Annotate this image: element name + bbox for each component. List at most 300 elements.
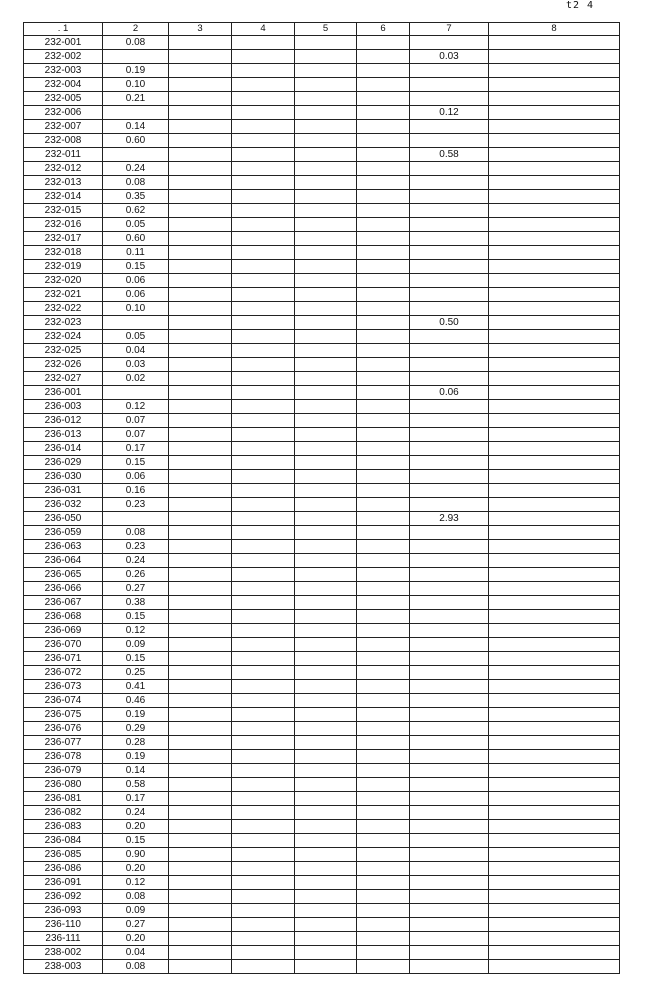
cell-col3: [169, 736, 232, 750]
cell-col6: [357, 372, 410, 386]
cell-col8: [489, 232, 620, 246]
cell-col7: [410, 64, 489, 78]
table-row: [24, 498, 620, 512]
cell-col4: [232, 316, 295, 330]
cell-col7: [410, 960, 489, 974]
cell-col8: [489, 750, 620, 764]
cell-col4: [232, 78, 295, 92]
cell-col7: [410, 848, 489, 862]
cell-col5: [295, 582, 357, 596]
cell-col2: [103, 386, 169, 400]
column-header: 8: [489, 23, 620, 36]
cell-col6: [357, 680, 410, 694]
cell-col2: 0.41: [103, 680, 169, 694]
cell-col5: [295, 526, 357, 540]
cell-col5: [295, 498, 357, 512]
table-row: [24, 120, 620, 134]
cell-col4: [232, 246, 295, 260]
cell-col7: [410, 876, 489, 890]
cell-col3: [169, 400, 232, 414]
cell-col3: [169, 498, 232, 512]
cell-col6: [357, 638, 410, 652]
cell-col2: 0.15: [103, 610, 169, 624]
cell-col6: [357, 344, 410, 358]
cell-col5: [295, 50, 357, 64]
cell-col6: [357, 260, 410, 274]
cell-col5: [295, 666, 357, 680]
cell-col5: [295, 92, 357, 106]
cell-col2: 0.10: [103, 302, 169, 316]
cell-col8: [489, 120, 620, 134]
cell-col3: [169, 554, 232, 568]
cell-col3: [169, 316, 232, 330]
cell-col4: [232, 50, 295, 64]
cell-col3: [169, 834, 232, 848]
cell-col6: [357, 176, 410, 190]
cell-code: 236-031: [24, 484, 103, 498]
cell-col3: [169, 890, 232, 904]
cell-col5: [295, 400, 357, 414]
cell-col6: [357, 64, 410, 78]
cell-col3: [169, 582, 232, 596]
cell-col7: [410, 540, 489, 554]
cell-col3: [169, 862, 232, 876]
cell-col7: [410, 834, 489, 848]
table-row: [24, 484, 620, 498]
cell-code: 236-003: [24, 400, 103, 414]
cell-code: 232-017: [24, 232, 103, 246]
column-header: 5: [295, 23, 357, 36]
cell-col7: [410, 610, 489, 624]
cell-col7: [410, 400, 489, 414]
cell-code: 236-078: [24, 750, 103, 764]
cell-col8: [489, 946, 620, 960]
cell-col8: [489, 134, 620, 148]
table-row: [24, 92, 620, 106]
cell-col5: [295, 316, 357, 330]
cell-col6: [357, 708, 410, 722]
cell-col8: [489, 526, 620, 540]
cell-col2: 0.02: [103, 372, 169, 386]
table-row: [24, 274, 620, 288]
table-row: [24, 316, 620, 330]
cell-col7: [410, 288, 489, 302]
cell-col7: [410, 302, 489, 316]
cell-code: 236-072: [24, 666, 103, 680]
cell-col6: [357, 148, 410, 162]
cell-col8: [489, 50, 620, 64]
cell-col6: [357, 316, 410, 330]
cell-col4: [232, 428, 295, 442]
cell-col6: [357, 232, 410, 246]
cell-col5: [295, 372, 357, 386]
cell-col8: [489, 246, 620, 260]
cell-col3: [169, 806, 232, 820]
cell-col3: [169, 596, 232, 610]
cell-col5: [295, 736, 357, 750]
cell-col8: [489, 442, 620, 456]
cell-col5: [295, 190, 357, 204]
cell-col2: 0.15: [103, 260, 169, 274]
table-row: [24, 232, 620, 246]
cell-col8: [489, 288, 620, 302]
cell-col6: [357, 554, 410, 568]
cell-col7: [410, 232, 489, 246]
cell-code: 236-092: [24, 890, 103, 904]
cell-col7: [410, 470, 489, 484]
cell-col2: 0.09: [103, 904, 169, 918]
cell-col4: [232, 764, 295, 778]
cell-col6: [357, 610, 410, 624]
header-row: [24, 23, 620, 36]
cell-col5: [295, 428, 357, 442]
cell-col6: [357, 876, 410, 890]
cell-col4: [232, 568, 295, 582]
table-row: [24, 344, 620, 358]
cell-col8: [489, 638, 620, 652]
cell-col7: [410, 904, 489, 918]
table-row: [24, 162, 620, 176]
cell-col8: [489, 890, 620, 904]
cell-col5: [295, 638, 357, 652]
cell-col2: 0.15: [103, 456, 169, 470]
cell-col5: [295, 204, 357, 218]
cell-col7: [410, 456, 489, 470]
cell-col7: [410, 946, 489, 960]
cell-col4: [232, 932, 295, 946]
cell-col3: [169, 162, 232, 176]
cell-code: 232-014: [24, 190, 103, 204]
cell-col3: [169, 568, 232, 582]
cell-col4: [232, 722, 295, 736]
cell-col7: [410, 246, 489, 260]
cell-col4: [232, 260, 295, 274]
cell-col3: [169, 358, 232, 372]
cell-code: 236-079: [24, 764, 103, 778]
cell-col4: [232, 372, 295, 386]
cell-col5: [295, 274, 357, 288]
cell-col4: [232, 610, 295, 624]
cell-col5: [295, 932, 357, 946]
cell-col6: [357, 540, 410, 554]
cell-col2: 0.08: [103, 960, 169, 974]
table-row: [24, 960, 620, 974]
cell-col7: 0.58: [410, 148, 489, 162]
cell-col7: [410, 414, 489, 428]
cell-col4: [232, 512, 295, 526]
cell-col6: [357, 624, 410, 638]
table-row: [24, 750, 620, 764]
cell-col3: [169, 512, 232, 526]
cell-col6: [357, 820, 410, 834]
cell-col6: [357, 218, 410, 232]
cell-col5: [295, 78, 357, 92]
cell-col2: 0.23: [103, 498, 169, 512]
cell-code: 232-011: [24, 148, 103, 162]
cell-col5: [295, 596, 357, 610]
cell-col7: [410, 344, 489, 358]
cell-code: 236-110: [24, 918, 103, 932]
cell-col7: [410, 568, 489, 582]
table-row: [24, 330, 620, 344]
cell-code: 236-064: [24, 554, 103, 568]
cell-col6: [357, 750, 410, 764]
cell-col5: [295, 960, 357, 974]
cell-col4: [232, 708, 295, 722]
table-row: [24, 820, 620, 834]
cell-col2: 0.17: [103, 442, 169, 456]
table-row: [24, 554, 620, 568]
cell-code: 236-074: [24, 694, 103, 708]
cell-col7: [410, 582, 489, 596]
cell-col7: [410, 260, 489, 274]
cell-col3: [169, 330, 232, 344]
cell-col2: 0.14: [103, 120, 169, 134]
cell-code: 236-012: [24, 414, 103, 428]
cell-col8: [489, 162, 620, 176]
cell-code: 236-093: [24, 904, 103, 918]
cell-col2: 0.24: [103, 806, 169, 820]
table-row: [24, 652, 620, 666]
cell-col2: 0.27: [103, 582, 169, 596]
cell-col2: 0.14: [103, 764, 169, 778]
table-row: [24, 372, 620, 386]
table-row: [24, 722, 620, 736]
cell-code: 232-023: [24, 316, 103, 330]
cell-col7: [410, 890, 489, 904]
cell-col2: 0.21: [103, 92, 169, 106]
cell-col6: [357, 288, 410, 302]
cell-col3: [169, 470, 232, 484]
cell-col6: [357, 526, 410, 540]
cell-col7: [410, 862, 489, 876]
cell-col7: [410, 428, 489, 442]
table-row: [24, 512, 620, 526]
cell-col4: [232, 484, 295, 498]
cell-col2: 0.19: [103, 64, 169, 78]
cell-col3: [169, 778, 232, 792]
cell-col4: [232, 960, 295, 974]
cell-col6: [357, 428, 410, 442]
cell-col5: [295, 148, 357, 162]
cell-col7: [410, 596, 489, 610]
cell-col2: 0.23: [103, 540, 169, 554]
cell-col7: [410, 778, 489, 792]
cell-col7: [410, 36, 489, 50]
cell-col3: [169, 904, 232, 918]
cell-col8: [489, 806, 620, 820]
cell-col4: [232, 92, 295, 106]
cell-col2: 0.03: [103, 358, 169, 372]
table-body: [24, 36, 620, 974]
cell-col7: [410, 638, 489, 652]
cell-col7: [410, 666, 489, 680]
cell-col6: [357, 456, 410, 470]
table-row: [24, 624, 620, 638]
table-row: [24, 246, 620, 260]
cell-col6: [357, 484, 410, 498]
cell-col2: 0.25: [103, 666, 169, 680]
cell-col6: [357, 50, 410, 64]
cell-col7: [410, 680, 489, 694]
cell-col8: [489, 372, 620, 386]
table-row: [24, 36, 620, 50]
cell-col4: [232, 526, 295, 540]
table-row: [24, 106, 620, 120]
cell-col7: [410, 498, 489, 512]
cell-col5: [295, 162, 357, 176]
cell-col5: [295, 358, 357, 372]
cell-col8: [489, 708, 620, 722]
table-row: [24, 358, 620, 372]
cell-col2: 0.16: [103, 484, 169, 498]
cell-col4: [232, 442, 295, 456]
cell-col5: [295, 246, 357, 260]
cell-col5: [295, 442, 357, 456]
cell-col3: [169, 120, 232, 134]
cell-code: 236-066: [24, 582, 103, 596]
cell-col7: [410, 204, 489, 218]
cell-col2: 0.12: [103, 400, 169, 414]
cell-col6: [357, 890, 410, 904]
cell-col5: [295, 708, 357, 722]
table-row: [24, 778, 620, 792]
cell-col8: [489, 848, 620, 862]
cell-col4: [232, 386, 295, 400]
table-row: [24, 568, 620, 582]
cell-col3: [169, 260, 232, 274]
cell-col6: [357, 582, 410, 596]
cell-col5: [295, 792, 357, 806]
cell-col6: [357, 330, 410, 344]
cell-col7: [410, 750, 489, 764]
cell-code: 238-003: [24, 960, 103, 974]
cell-col8: [489, 498, 620, 512]
cell-col7: 0.03: [410, 50, 489, 64]
table-row: [24, 400, 620, 414]
cell-col4: [232, 806, 295, 820]
cell-col4: [232, 918, 295, 932]
table-row: [24, 862, 620, 876]
cell-col5: [295, 778, 357, 792]
cell-col5: [295, 806, 357, 820]
cell-col5: [295, 918, 357, 932]
cell-col3: [169, 134, 232, 148]
table-row: [24, 806, 620, 820]
cell-col8: [489, 596, 620, 610]
cell-col5: [295, 484, 357, 498]
cell-col5: [295, 722, 357, 736]
cell-col6: [357, 78, 410, 92]
cell-col4: [232, 834, 295, 848]
cell-col8: [489, 834, 620, 848]
table-row: [24, 260, 620, 274]
cell-col7: [410, 274, 489, 288]
cell-col8: [489, 470, 620, 484]
cell-col8: [489, 386, 620, 400]
cell-col2: 0.20: [103, 862, 169, 876]
cell-col8: [489, 876, 620, 890]
cell-col5: [295, 120, 357, 134]
table-row: [24, 190, 620, 204]
cell-col8: [489, 106, 620, 120]
cell-col3: [169, 106, 232, 120]
cell-col4: [232, 498, 295, 512]
cell-col8: [489, 792, 620, 806]
cell-col5: [295, 820, 357, 834]
cell-col2: 0.07: [103, 428, 169, 442]
cell-code: 232-021: [24, 288, 103, 302]
cell-code: 232-004: [24, 78, 103, 92]
cell-col4: [232, 470, 295, 484]
cell-col8: [489, 330, 620, 344]
table-row: [24, 596, 620, 610]
cell-col4: [232, 218, 295, 232]
cell-col6: [357, 792, 410, 806]
cell-col2: [103, 316, 169, 330]
cell-col4: [232, 414, 295, 428]
cell-col2: [103, 512, 169, 526]
cell-code: 236-067: [24, 596, 103, 610]
table-row: [24, 442, 620, 456]
cell-col6: [357, 274, 410, 288]
cell-col6: [357, 414, 410, 428]
cell-col2: 0.08: [103, 890, 169, 904]
cell-col8: [489, 148, 620, 162]
column-header: 4: [232, 23, 295, 36]
cell-code: 232-016: [24, 218, 103, 232]
cell-col3: [169, 526, 232, 540]
cell-col3: [169, 820, 232, 834]
cell-col6: [357, 666, 410, 680]
cell-code: 232-013: [24, 176, 103, 190]
table-row: [24, 904, 620, 918]
cell-col3: [169, 456, 232, 470]
cell-col7: [410, 554, 489, 568]
cell-col7: [410, 358, 489, 372]
cell-code: 236-030: [24, 470, 103, 484]
cell-col2: 0.08: [103, 526, 169, 540]
cell-col2: 0.29: [103, 722, 169, 736]
cell-code: 236-068: [24, 610, 103, 624]
cell-col4: [232, 624, 295, 638]
cell-col7: [410, 190, 489, 204]
cell-col7: [410, 526, 489, 540]
cell-col5: [295, 848, 357, 862]
cell-col8: [489, 610, 620, 624]
cell-code: 232-018: [24, 246, 103, 260]
cell-col7: [410, 820, 489, 834]
cell-col4: [232, 148, 295, 162]
cell-code: 232-005: [24, 92, 103, 106]
table-row: [24, 526, 620, 540]
cell-code: 236-063: [24, 540, 103, 554]
cell-col8: [489, 414, 620, 428]
cell-col5: [295, 288, 357, 302]
cell-code: 236-013: [24, 428, 103, 442]
cell-col5: [295, 512, 357, 526]
column-header: 3: [169, 23, 232, 36]
cell-col2: 0.62: [103, 204, 169, 218]
cell-col3: [169, 932, 232, 946]
cell-col8: [489, 736, 620, 750]
cell-col4: [232, 176, 295, 190]
cell-col7: [410, 78, 489, 92]
cell-col7: [410, 764, 489, 778]
cell-code: 236-029: [24, 456, 103, 470]
cell-col6: [357, 694, 410, 708]
cell-col6: [357, 960, 410, 974]
